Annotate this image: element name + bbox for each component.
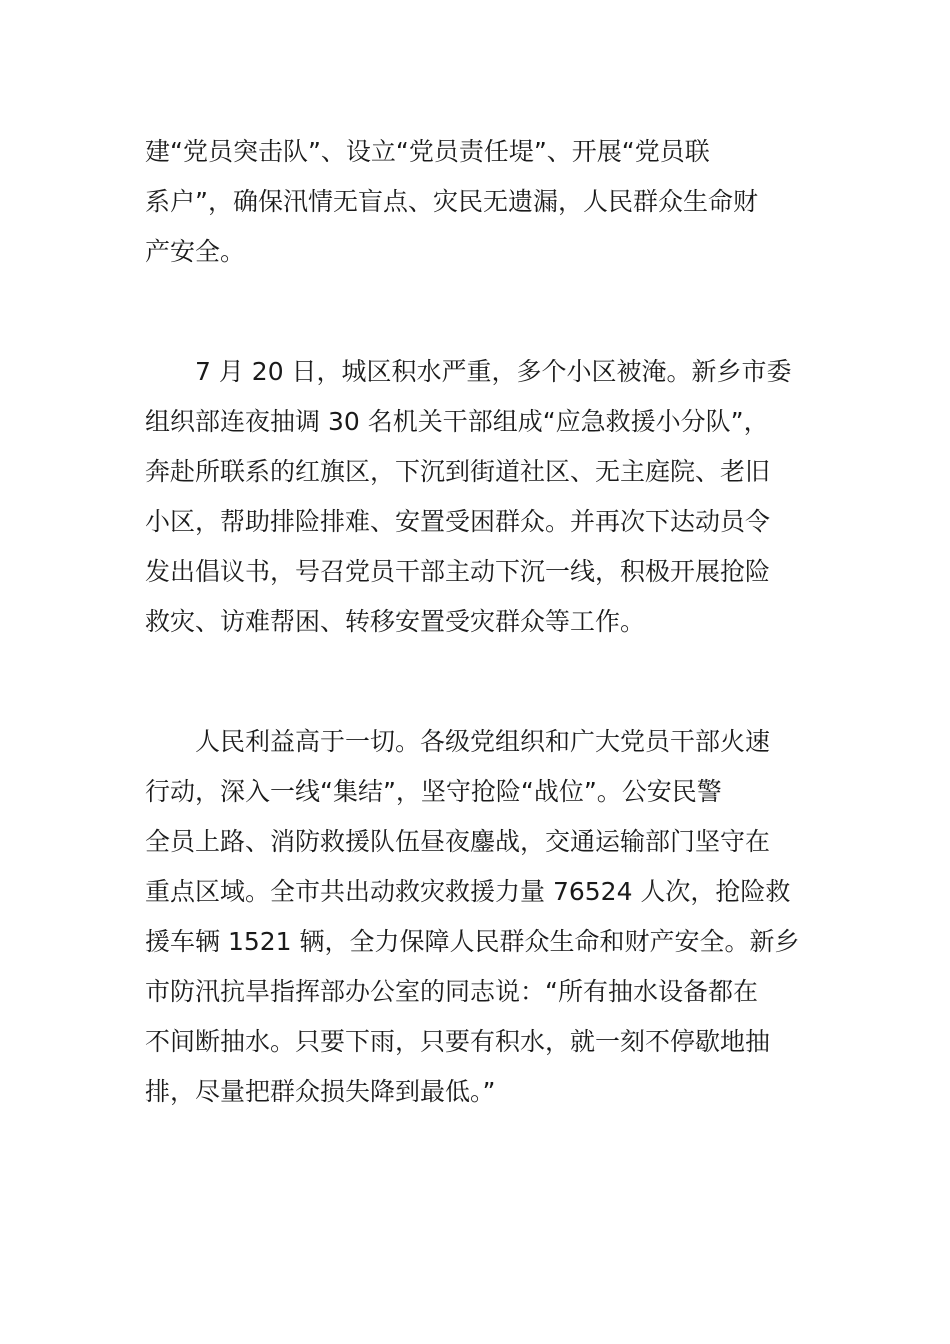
paragraph-line: 市防汛抗旱指挥部办公室的同志说：“所有抽水设备都在 xyxy=(145,977,758,1006)
paragraph-line: 发出倡议书，号召党员干部主动下沉一线，积极开展抢险 xyxy=(145,557,771,586)
paragraph-line: 建“党员突击队”、设立“党员责任堤”、开展“党员联 xyxy=(145,137,710,166)
paragraph-line: 援车辆 1521 辆，全力保障人民群众生命和财产安全。新乡 xyxy=(145,927,800,956)
paragraph-line: 系户”，确保汛情无盲点、灾民无遗漏，人民群众生命财 xyxy=(145,187,758,216)
paragraph-line: 不间断抽水。只要下雨，只要有积水，就一刻不停歇地抽 xyxy=(145,1027,771,1056)
paragraph-line: 行动，深入一线“集结”，坚守抢险“战位”。公安民警 xyxy=(145,777,722,806)
paragraph-line: 小区，帮助排险排难、安置受困群众。并再次下达动员令 xyxy=(145,507,771,536)
paragraph-2 xyxy=(145,347,813,647)
paragraph-line: 重点区域。全市共出动救灾救援力量 76524 人次，抢险救 xyxy=(145,877,791,906)
paragraph-1 xyxy=(145,127,813,277)
paragraph-line: 全员上路、消防救援队伍昼夜鏖战，交通运输部门坚守在 xyxy=(145,827,771,856)
paragraph-3 xyxy=(145,717,813,1117)
paragraph-line: 奔赴所联系的红旗区，下沉到街道社区、无主庭院、老旧 xyxy=(145,457,771,486)
paragraph-line: 排，尽量把群众损失降到最低。” xyxy=(145,1077,496,1106)
paragraph-line: 组织部连夜抽调 30 名机关干部组成“应急救援小分队”， xyxy=(145,407,769,436)
paragraph-line: 人民利益高于一切。各级党组织和广大党员干部火速 xyxy=(195,727,771,756)
paragraph-line: 产安全。 xyxy=(145,237,246,266)
paragraph-line: 7 月 20 日，城区积水严重，多个小区被淹。新乡市委 xyxy=(195,357,792,386)
paragraph-line: 救灾、访难帮困、转移安置受灾群众等工作。 xyxy=(145,607,646,636)
